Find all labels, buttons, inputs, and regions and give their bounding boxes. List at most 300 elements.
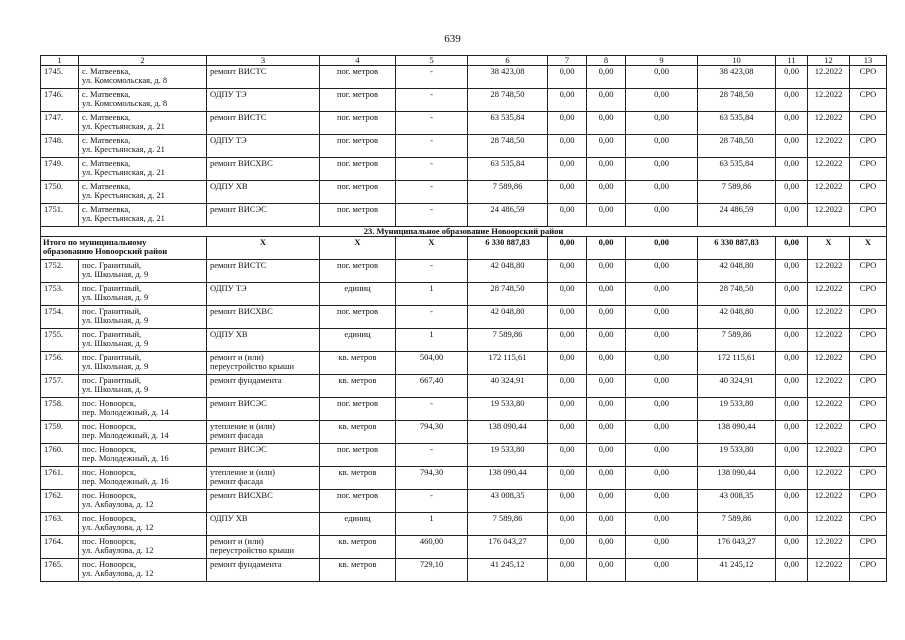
cost-col9: 0,00: [626, 112, 698, 135]
address: [79, 283, 207, 306]
cost-col9: 0,00: [626, 89, 698, 112]
cost-col7: 0,00: [548, 467, 587, 490]
table-row: [41, 329, 887, 352]
cost-col11: 0,00: [776, 375, 808, 398]
cost-col11: 0,00: [776, 559, 808, 582]
cost-col8: 0,00: [587, 158, 626, 181]
address: [79, 490, 207, 513]
address-line1: пос. Новоорск,: [82, 559, 137, 569]
cost-total: 138 090,44: [468, 467, 548, 490]
table-row: [41, 135, 887, 158]
cost-col8: 0,00: [587, 112, 626, 135]
address-line1: с. Матвеевка,: [82, 135, 131, 145]
row-number: 1764.: [41, 536, 79, 559]
column-number-header: [41, 56, 887, 66]
cost-col7: 0,00: [548, 398, 587, 421]
cost-col7: 0,00: [548, 490, 587, 513]
work-type-line1: утепление и (или): [210, 467, 275, 477]
table-row: [41, 66, 887, 89]
cost-col11: 0,00: [776, 467, 808, 490]
section-title-row: [41, 227, 887, 237]
table-row: [41, 467, 887, 490]
column-header-1: 1: [41, 56, 79, 66]
work-type: [207, 375, 320, 398]
cost-col8: 0,00: [587, 467, 626, 490]
address: [79, 135, 207, 158]
cost-col10: 7 589,86: [698, 181, 776, 204]
address: [79, 260, 207, 283]
cost-col7: 0,00: [548, 513, 587, 536]
unit: пог. метров: [320, 181, 396, 204]
cost-col8: 0,00: [587, 513, 626, 536]
cost-total: 63 535,84: [468, 112, 548, 135]
cost-col8: 0,00: [587, 444, 626, 467]
cost-col7: 0,00: [548, 181, 587, 204]
cost-col9: 0,00: [626, 204, 698, 227]
cost-col11: 0,00: [776, 490, 808, 513]
cost-col9: 0,00: [626, 135, 698, 158]
work-type-line1: ремонт ВИСХВС: [210, 158, 273, 168]
cost-col7: 0,00: [548, 444, 587, 467]
unit: кв. метров: [320, 352, 396, 375]
work-type-line2: переустройство крыши: [210, 545, 295, 555]
cost-col11: 0,00: [776, 536, 808, 559]
cost-col7: 0,00: [548, 89, 587, 112]
unit: пог. метров: [320, 444, 396, 467]
deadline: 12.2022: [808, 89, 850, 112]
cost-col8: 0,00: [587, 181, 626, 204]
address-line2: ул. Школьная, д. 9: [82, 361, 149, 371]
cost-col8: 0,00: [587, 260, 626, 283]
address: [79, 181, 207, 204]
address: [79, 398, 207, 421]
cost-col9: 0,00: [626, 444, 698, 467]
table-row: [41, 513, 887, 536]
total-c7: 0,00: [548, 237, 587, 260]
quantity: 460,00: [396, 536, 468, 559]
cost-col10: 28 748,50: [698, 283, 776, 306]
cost-col8: 0,00: [587, 352, 626, 375]
cost-col10: 19 533,80: [698, 444, 776, 467]
cost-total: 172 115,61: [468, 352, 548, 375]
column-header-6: 6: [468, 56, 548, 66]
page-number: 639: [444, 33, 461, 45]
total-c13: Х: [850, 237, 887, 260]
quantity: -: [396, 398, 468, 421]
cost-col8: 0,00: [587, 329, 626, 352]
column-header-5: 5: [396, 56, 468, 66]
cost-col10: 28 748,50: [698, 89, 776, 112]
unit: кв. метров: [320, 467, 396, 490]
cost-col9: 0,00: [626, 375, 698, 398]
cost-col9: 0,00: [626, 559, 698, 582]
unit: единиц: [320, 513, 396, 536]
method: СРО: [850, 444, 887, 467]
method: СРО: [850, 467, 887, 490]
cost-col11: 0,00: [776, 329, 808, 352]
cost-col9: 0,00: [626, 421, 698, 444]
quantity: -: [396, 66, 468, 89]
column-header-11: 11: [776, 56, 808, 66]
address-line1: с. Матвеевка,: [82, 181, 131, 191]
column-header-4: 4: [320, 56, 396, 66]
work-type: [207, 135, 320, 158]
table-row: [41, 112, 887, 135]
unit: кв. метров: [320, 559, 396, 582]
cost-col11: 0,00: [776, 444, 808, 467]
address-line2: ул. Акбаулова, д. 12: [82, 545, 154, 555]
cost-col9: 0,00: [626, 467, 698, 490]
deadline: 12.2022: [808, 283, 850, 306]
quantity: 794,30: [396, 467, 468, 490]
address-line1: пос. Новоорск,: [82, 398, 137, 408]
unit: пог. метров: [320, 135, 396, 158]
address-line1: с. Матвеевка,: [82, 112, 131, 122]
address: [79, 444, 207, 467]
quantity: -: [396, 204, 468, 227]
address-line2: ул. Крестьянская, д. 21: [82, 121, 165, 131]
deadline: 12.2022: [808, 204, 850, 227]
work-type: [207, 559, 320, 582]
cost-col7: 0,00: [548, 112, 587, 135]
cost-col9: 0,00: [626, 260, 698, 283]
row-number: 1750.: [41, 181, 79, 204]
cost-total: 7 589,86: [468, 513, 548, 536]
total-row: [41, 237, 887, 260]
unit: кв. метров: [320, 536, 396, 559]
cost-col10: 42 048,80: [698, 260, 776, 283]
cost-col8: 0,00: [587, 536, 626, 559]
address-line2: ул. Школьная, д. 9: [82, 269, 149, 279]
cost-col9: 0,00: [626, 513, 698, 536]
unit: пог. метров: [320, 398, 396, 421]
table-row: [41, 260, 887, 283]
row-number: 1756.: [41, 352, 79, 375]
cost-total: 28 748,50: [468, 283, 548, 306]
address: [79, 421, 207, 444]
unit: пог. метров: [320, 204, 396, 227]
cost-total: 63 535,84: [468, 158, 548, 181]
cost-col8: 0,00: [587, 66, 626, 89]
quantity: 667,40: [396, 375, 468, 398]
cost-col11: 0,00: [776, 135, 808, 158]
table-row: [41, 536, 887, 559]
cost-col10: 42 048,80: [698, 306, 776, 329]
cost-col8: 0,00: [587, 421, 626, 444]
cost-col10: 41 245,12: [698, 559, 776, 582]
deadline: 12.2022: [808, 536, 850, 559]
work-type-line1: ремонт ВИСЭС: [210, 444, 267, 454]
table-row: [41, 444, 887, 467]
cost-total: 7 589,86: [468, 329, 548, 352]
work-type: [207, 66, 320, 89]
cost-col7: 0,00: [548, 306, 587, 329]
deadline: 12.2022: [808, 559, 850, 582]
unit: пог. метров: [320, 306, 396, 329]
quantity: 504,00: [396, 352, 468, 375]
unit: пог. метров: [320, 260, 396, 283]
address-line2: ул. Крестьянская, д. 21: [82, 144, 165, 154]
row-number: 1749.: [41, 158, 79, 181]
cost-col11: 0,00: [776, 181, 808, 204]
cost-col9: 0,00: [626, 306, 698, 329]
deadline: 12.2022: [808, 306, 850, 329]
row-number: 1748.: [41, 135, 79, 158]
deadline: 12.2022: [808, 135, 850, 158]
cost-col11: 0,00: [776, 306, 808, 329]
cost-col7: 0,00: [548, 352, 587, 375]
cost-total: 42 048,80: [468, 306, 548, 329]
cost-col8: 0,00: [587, 89, 626, 112]
total-c12: Х: [808, 237, 850, 260]
address: [79, 112, 207, 135]
row-number: 1745.: [41, 66, 79, 89]
work-type: [207, 513, 320, 536]
table-row: [41, 398, 887, 421]
work-type-line1: ремонт фундамента: [210, 559, 282, 569]
total-c6: 6 330 887,83: [468, 237, 548, 260]
cost-col10: 63 535,84: [698, 158, 776, 181]
address: [79, 89, 207, 112]
cost-total: 19 533,80: [468, 444, 548, 467]
address-line2: ул. Крестьянская, д. 21: [82, 190, 165, 200]
cost-col8: 0,00: [587, 283, 626, 306]
deadline: 12.2022: [808, 490, 850, 513]
method: СРО: [850, 329, 887, 352]
cost-col8: 0,00: [587, 559, 626, 582]
unit: пог. метров: [320, 89, 396, 112]
deadline: 12.2022: [808, 66, 850, 89]
row-number: 1763.: [41, 513, 79, 536]
method: СРО: [850, 513, 887, 536]
address-line1: пос. Новоорск,: [82, 421, 137, 431]
cost-total: 43 008,35: [468, 490, 548, 513]
cost-col9: 0,00: [626, 490, 698, 513]
row-number: 1755.: [41, 329, 79, 352]
cost-col9: 0,00: [626, 66, 698, 89]
address-line2: ул. Акбаулова, д. 12: [82, 499, 154, 509]
address: [79, 352, 207, 375]
address-line1: пос. Новоорск,: [82, 536, 137, 546]
cost-col7: 0,00: [548, 158, 587, 181]
cost-col10: 19 533,80: [698, 398, 776, 421]
work-type: [207, 158, 320, 181]
column-header-9: 9: [626, 56, 698, 66]
table-row: [41, 158, 887, 181]
cost-col10: 40 324,91: [698, 375, 776, 398]
work-type-line1: ремонт ВИСТС: [210, 260, 267, 270]
work-type-line1: ОДПУ ХВ: [210, 513, 248, 523]
cost-col9: 0,00: [626, 398, 698, 421]
cost-col7: 0,00: [548, 536, 587, 559]
deadline: 12.2022: [808, 329, 850, 352]
cost-col9: 0,00: [626, 181, 698, 204]
address-line1: пос. Гранитный,: [82, 283, 142, 293]
cost-total: 176 043,27: [468, 536, 548, 559]
address-line1: с. Матвеевка,: [82, 66, 131, 76]
cost-total: 19 533,80: [468, 398, 548, 421]
unit: пог. метров: [320, 112, 396, 135]
cost-col11: 0,00: [776, 89, 808, 112]
address-line2: ул. Школьная, д. 9: [82, 384, 149, 394]
address: [79, 306, 207, 329]
quantity: 1: [396, 329, 468, 352]
cost-total: 7 589,86: [468, 181, 548, 204]
work-type-line1: ремонт фундамента: [210, 375, 282, 385]
address-line2: пер. Молодежный, д. 14: [82, 430, 169, 440]
cost-col7: 0,00: [548, 329, 587, 352]
address-line2: ул. Школьная, д. 9: [82, 338, 149, 348]
work-type-line2: ремонт фасада: [210, 430, 264, 440]
work-type-line1: ремонт и (или): [210, 536, 264, 546]
cost-col10: 7 589,86: [698, 329, 776, 352]
total-label: [41, 237, 207, 260]
cost-col8: 0,00: [587, 375, 626, 398]
cost-total: 38 423,08: [468, 66, 548, 89]
deadline: 12.2022: [808, 421, 850, 444]
unit: пог. метров: [320, 490, 396, 513]
capital-repair-table: [40, 55, 887, 582]
cost-col11: 0,00: [776, 352, 808, 375]
cost-col7: 0,00: [548, 421, 587, 444]
unit: пог. метров: [320, 66, 396, 89]
cost-total: 28 748,50: [468, 135, 548, 158]
cost-col11: 0,00: [776, 283, 808, 306]
quantity: 729,10: [396, 559, 468, 582]
table-row: [41, 283, 887, 306]
cost-total: 28 748,50: [468, 89, 548, 112]
address-line2: ул. Крестьянская, д. 21: [82, 213, 165, 223]
address-line2: пер. Молодежный, д. 14: [82, 407, 169, 417]
quantity: -: [396, 181, 468, 204]
work-type: [207, 444, 320, 467]
row-number: 1759.: [41, 421, 79, 444]
cost-col9: 0,00: [626, 158, 698, 181]
address-line1: пос. Новоорск,: [82, 444, 137, 454]
address-line2: ул. Школьная, д. 9: [82, 315, 149, 325]
cost-total: 138 090,44: [468, 421, 548, 444]
address-line2: ул. Школьная, д. 9: [82, 292, 149, 302]
unit: единиц: [320, 329, 396, 352]
cost-col9: 0,00: [626, 352, 698, 375]
cost-col7: 0,00: [548, 204, 587, 227]
deadline: 12.2022: [808, 513, 850, 536]
method: СРО: [850, 536, 887, 559]
method: СРО: [850, 352, 887, 375]
cost-col10: 28 748,50: [698, 135, 776, 158]
address: [79, 559, 207, 582]
work-type: [207, 352, 320, 375]
work-type-line1: ОДПУ ТЭ: [210, 135, 247, 145]
cost-col7: 0,00: [548, 375, 587, 398]
quantity: 1: [396, 283, 468, 306]
address-line1: пос. Гранитный,: [82, 375, 142, 385]
address-line1: с. Матвеевка,: [82, 158, 131, 168]
deadline: 12.2022: [808, 444, 850, 467]
deadline: 12.2022: [808, 112, 850, 135]
cost-col11: 0,00: [776, 421, 808, 444]
cost-col10: 176 043,27: [698, 536, 776, 559]
cost-col7: 0,00: [548, 66, 587, 89]
work-type-line1: ремонт ВИСХВС: [210, 306, 273, 316]
table-row: [41, 490, 887, 513]
cost-col8: 0,00: [587, 135, 626, 158]
work-type-line1: ремонт ВИСЭС: [210, 204, 267, 214]
deadline: 12.2022: [808, 467, 850, 490]
work-type: [207, 398, 320, 421]
column-header-7: 7: [548, 56, 587, 66]
cost-col11: 0,00: [776, 66, 808, 89]
deadline: 12.2022: [808, 375, 850, 398]
cost-col10: 138 090,44: [698, 467, 776, 490]
column-header-13: 13: [850, 56, 887, 66]
work-type: [207, 536, 320, 559]
address: [79, 204, 207, 227]
work-type: [207, 181, 320, 204]
deadline: 12.2022: [808, 158, 850, 181]
work-type: [207, 89, 320, 112]
address-line1: пос. Гранитный,: [82, 352, 142, 362]
address-line1: пос. Новоорск,: [82, 513, 137, 523]
cost-col9: 0,00: [626, 536, 698, 559]
total-c11: 0,00: [776, 237, 808, 260]
quantity: -: [396, 306, 468, 329]
method: СРО: [850, 158, 887, 181]
cost-col11: 0,00: [776, 112, 808, 135]
row-number: 1761.: [41, 467, 79, 490]
total-c5: Х: [396, 237, 468, 260]
work-type: [207, 283, 320, 306]
row-number: 1753.: [41, 283, 79, 306]
method: СРО: [850, 375, 887, 398]
quantity: -: [396, 444, 468, 467]
work-type-line1: ремонт и (или): [210, 352, 264, 362]
address: [79, 375, 207, 398]
cost-col10: 24 486,59: [698, 204, 776, 227]
quantity: -: [396, 112, 468, 135]
work-type: [207, 260, 320, 283]
work-type-line1: ОДПУ ХВ: [210, 329, 248, 339]
quantity: -: [396, 490, 468, 513]
row-number: 1765.: [41, 559, 79, 582]
quantity: -: [396, 135, 468, 158]
address: [79, 329, 207, 352]
address-line1: с. Матвеевка,: [82, 89, 131, 99]
cost-col9: 0,00: [626, 283, 698, 306]
cost-col8: 0,00: [587, 398, 626, 421]
unit: единиц: [320, 283, 396, 306]
table-row: [41, 89, 887, 112]
table-row: [41, 375, 887, 398]
address: [79, 467, 207, 490]
unit: пог. метров: [320, 158, 396, 181]
address: [79, 66, 207, 89]
row-number: 1760.: [41, 444, 79, 467]
address: [79, 513, 207, 536]
address-line1: пос. Гранитный,: [82, 329, 142, 339]
address-line1: пос. Гранитный,: [82, 260, 142, 270]
work-type-line1: ремонт ВИСЭС: [210, 398, 267, 408]
work-type-line1: утепление и (или): [210, 421, 275, 431]
cost-col7: 0,00: [548, 135, 587, 158]
address-line1: пос. Новоорск,: [82, 490, 137, 500]
deadline: 12.2022: [808, 181, 850, 204]
address-line2: ул. Акбаулова, д. 12: [82, 522, 154, 532]
method: СРО: [850, 135, 887, 158]
column-header-12: 12: [808, 56, 850, 66]
method: СРО: [850, 66, 887, 89]
quantity: -: [396, 260, 468, 283]
